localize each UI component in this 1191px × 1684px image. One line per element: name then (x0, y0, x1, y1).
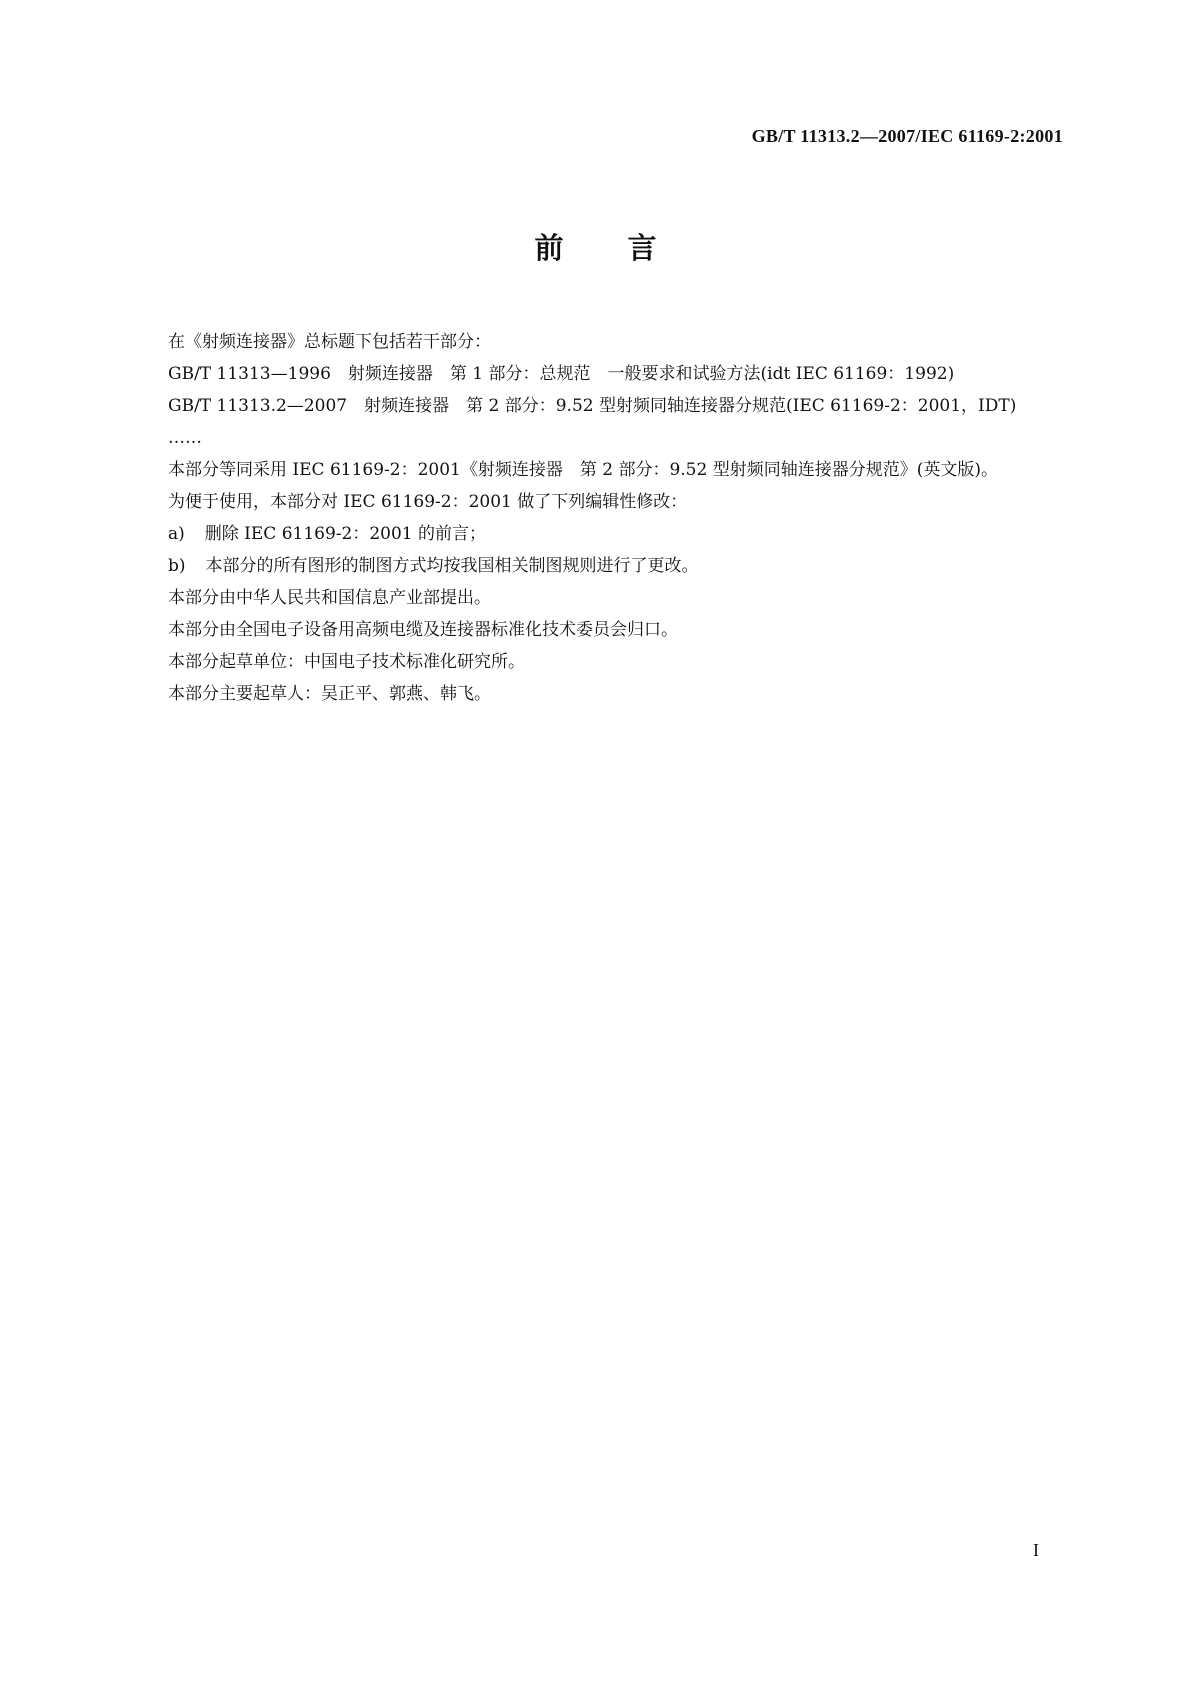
page-number: I (1033, 1540, 1039, 1560)
paragraph-ellipsis: …… (168, 428, 202, 448)
preface-body (132, 326, 1062, 710)
list-marker: a) (168, 524, 185, 544)
paragraph-drafting-unit: 本部分起草单位：中国电子技术标准化研究所。 (168, 652, 525, 672)
page-title: 前言 (534, 231, 721, 265)
paragraph-drafters: 本部分主要起草人：吴正平、郭燕、韩飞。 (168, 684, 491, 704)
paragraph-part2-reference: GB/T 11313.2—2007 射频连接器 第 2 部分：9.52 型射频同轴连接器分规范(IEC 61169-2：2001，IDT) (168, 396, 1017, 416)
paragraph-committee: 本部分由全国电子设备用高频电缆及连接器标准化技术委员会归口。 (168, 620, 678, 640)
list-item (132, 550, 1062, 582)
standard-code: GB/T 11313.2—2007/IEC 61169-2:2001 (751, 126, 1063, 146)
paragraph-intro: 在《射频连接器》总标题下包括若干部分： (168, 332, 491, 352)
paragraph-adoption: 本部分等同采用 IEC 61169-2：2001《射频连接器 第 2 部分：9.52 型射频同轴连接器分规范》(英文版)。 (168, 460, 998, 480)
list-item (132, 518, 1062, 550)
paragraph-proposer: 本部分由中华人民共和国信息产业部提出。 (168, 588, 491, 608)
paragraph-modifications: 为便于使用，本部分对 IEC 61169-2：2001 做了下列编辑性修改： (168, 492, 688, 512)
list-item-text: 删除 IEC 61169-2：2001 的前言； (204, 524, 487, 544)
list-item-text: 本部分的所有图形的制图方式均按我国相关制图规则进行了更改。 (205, 556, 699, 576)
list-marker: b) (168, 556, 186, 576)
paragraph-part1-reference: GB/T 11313—1996 射频连接器 第 1 部分：总规范 一般要求和试验方法(idt IEC 61169：1992) (168, 364, 955, 384)
